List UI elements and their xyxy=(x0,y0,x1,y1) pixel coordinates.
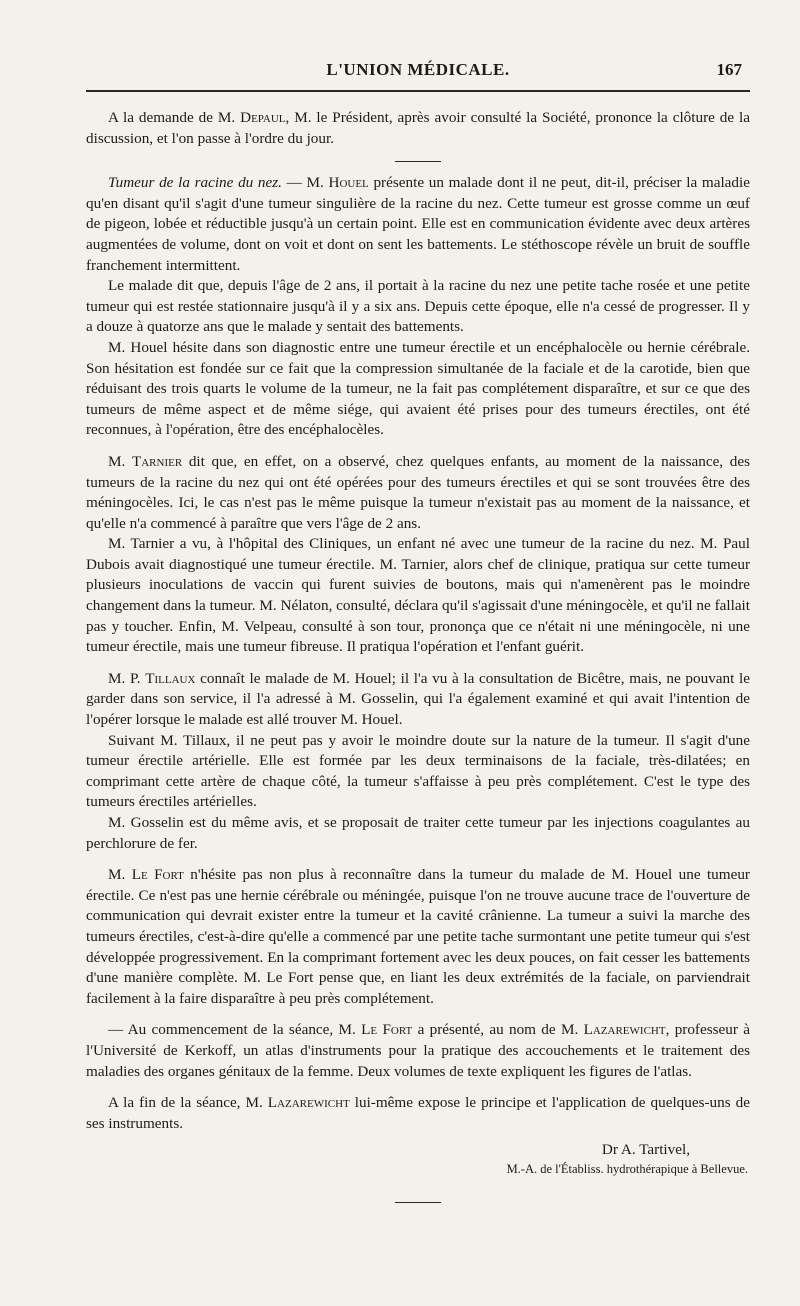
author-name: Tillaux xyxy=(145,669,196,687)
running-head xyxy=(86,58,750,92)
paragraph-patient-history: Le malade dit que, depuis l'âge de 2 ans, il portait à la racine du nez une petite tache rosée et une petite tumeur qui est restée stationnaire jusqu'à il y a six ans. Depuis cette époque, elle n'a cessé de progresser. Il y a douze à quatorze ans que le malade y sentait des battements. xyxy=(86,277,750,336)
page-number: 167 xyxy=(716,60,742,79)
signature-author: Dr A. Tartivel, xyxy=(601,1141,690,1159)
author-name: Tarnier xyxy=(131,452,183,470)
signature-affiliation: M.-A. de l'Établiss. hydrothérapique à Bellevue. xyxy=(506,1162,748,1177)
section-heading: Tumeur de la racine du nez. xyxy=(108,174,282,192)
paragraph-lefort-remarks: M. Le Fort n'hésite pas non plus à reconnaître dans la tumeur du malade de M. Houel une tumeur érectile. Ce n'est pas une hernie cérébrale ou méningée, puisque l'on ne trouve aucune trace de l'ouverture de communication qui devrait exister entre la tumeur et la cavité crânienne. La tumeur a suivi la marche des tumeurs érectiles, c'est-à-dire qu'elle a commencé par une petite tache surmontant une petite tumeur qui s'est développée progressivement. En la comprimant fortement avec les deux pouces, on fait cesser les battements d'une manière complète. M. Le Fort pense que, en liant les deux extrémités de la faciale, on parviendrait facilement à la faire disparaître à peu près complétement. xyxy=(86,866,750,1007)
article-body xyxy=(86,108,750,1134)
paragraph-tillaux-opinion: Suivant M. Tillaux, il ne peut pas y avoir le moindre doute sur la nature de la tumeur. Il s'agit d'une tumeur érectile artérielle. Elle est formée par les deux terminaisons de la faciale, très-dilatées; en comprimant cette artère de chaque côté, la tumeur s'affaisse à peu près complétement. C'est le type des tumeurs érectiles artérielles. xyxy=(86,731,750,811)
journal-title: L'UNION MÉDICALE. xyxy=(326,60,510,79)
section-separator xyxy=(395,161,441,162)
author-name: Houel xyxy=(328,174,369,192)
end-rule xyxy=(395,1202,441,1203)
author-name: Le Fort xyxy=(131,866,184,884)
paragraph-gosselin-opinion: M. Gosselin est du même avis, et se proposait de traiter cette tumeur par les injections coagulantes au perchlorure de fer. xyxy=(86,814,750,852)
paragraph-houel-diagnosis: M. Houel hésite dans son diagnostic entre une tumeur érectile et un encéphalocèle ou hernie cérébrale. Son hésitation est fondée sur ce fait que la compression simultanée de la faciale et de la carotide, bien que réduisant des trois quarts le volume de la tumeur, ne la fait pas complétement disparaître, et sur ce que des tumeurs de même aspect et de même siége, qui avaient été prises pour des tumeurs érectiles, ont été reconnues, à l'opération, être des encéphalocèles. xyxy=(86,338,750,439)
paragraph-closing-discussion: A la demande de M. Depaul, M. le Président, après avoir consulté la Société, prononce la clôture de la discussion, et l'on passe à l'ordre du jour. xyxy=(86,109,750,147)
paragraph-atlas-presentation: — Au commencement de la séance, M. Le Fort a présenté, au nom de M. Lazarewicht, professeur à l'Université de Kerkoff, un atlas d'instruments pour la pratique des accouchements et le traitement des maladies des organes génitaux de la femme. Deux volumes de texte expliquent les figures de l'atlas. xyxy=(86,1021,751,1080)
author-name: Lazarewicht xyxy=(583,1021,666,1039)
author-name: Le Fort xyxy=(361,1021,413,1039)
paragraph-nose-tumor-intro: Tumeur de la racine du nez. — M. Houel présente un malade dont il ne peut, dit-il, préciser la maladie qu'en disant qu'il s'agit d'une tumeur singulière de la racine du nez. Cette tumeur est grosse comme un œuf de pigeon, lobée et réductible jusqu'à un certain point. Elle est en communication évidente avec deux artères augmentées de volume, dont on voit et dont on sent les battements. Le stéthoscope révèle un bruit de souffle franchement intermittent. xyxy=(86,174,750,274)
paragraph-tillaux-remarks: M. P. Tillaux connaît le malade de M. Houel; il l'a vu à la consultation de Bicêtre, mais, ne pouvant le garder dans son service, il l'a adressé à M. Gosselin, qui l'a également examiné et qui avait l'intention de l'opérer lorsque le malade est allé trouver M. Houel. xyxy=(86,669,750,729)
author-name: Depaul xyxy=(240,109,286,126)
paragraph-instruments-demo: A la fin de la séance, M. Lazarewicht lui-même expose le principe et l'application de quelques-uns de ses instruments. xyxy=(86,1094,750,1132)
author-name: Lazarewicht xyxy=(267,1094,350,1112)
paragraph-tarnier-remarks: M. Tarnier dit que, en effet, on a observé, chez quelques enfants, au moment de la naissance, des tumeurs de la racine du nez qui ont été opérées pour des tumeurs érectiles et qui se sont trouvées être des méningocèles. Ici, le cas n'est pas le même puisque la tumeur n'existait pas au moment de la naissance, et qu'elle n'a commencé à paraître que vers l'âge de 2 ans. xyxy=(86,452,750,532)
paragraph-tarnier-case: M. Tarnier a vu, à l'hôpital des Cliniques, un enfant né avec une tumeur de la racine du nez. M. Paul Dubois avait diagnostiqué une tumeur érectile. M. Tarnier, alors chef de clinique, pratiqua sur cette tumeur plusieurs inoculations de vaccin qui furent suivies de boutons, mais qui n'amenèrent pas le moindre changement dans la tumeur. M. Nélaton, consulté, déclara qu'il s'agissait d'une méningocèle, et qu'il ne fallait pas y toucher. Enfin, M. Velpeau, consulté à son tour, prononça que ce n'était ni une méningocèle, ni une tumeur érectile, mais une tumeur fibreuse. Il pratiqua l'opération et l'enfant guérit. xyxy=(86,535,750,656)
